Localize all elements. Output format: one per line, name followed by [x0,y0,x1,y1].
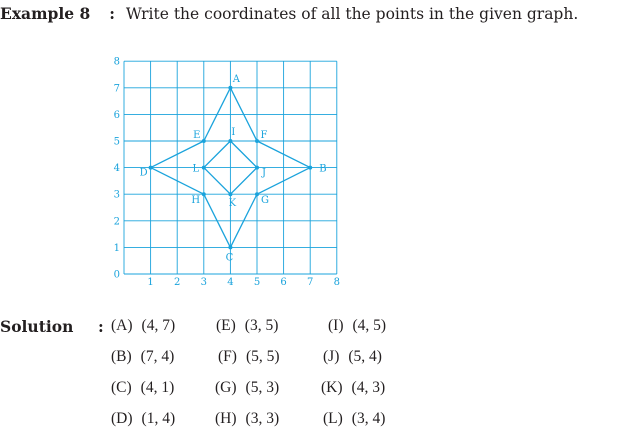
answer-item: (C) (4, 1) [111,379,175,396]
answer-item: (A) (4, 7) [111,317,176,334]
point-label: K [228,198,237,210]
answer-item: (B) (7, 4) [111,348,175,365]
point-marker [202,139,206,143]
point-label: L [192,163,200,175]
y-tick-label: 8 [113,56,120,68]
point-label: F [260,130,268,141]
answer-item: (E) (3, 5) [216,317,279,334]
shape-segment [204,141,231,168]
example-colon: : [109,4,115,23]
x-tick-label: 4 [227,277,234,288]
point-label: J [261,167,267,179]
answer-item: (K) (4, 3) [321,379,386,396]
point-label: I [231,127,236,138]
point-label: H [191,195,201,207]
x-tick-label: 3 [200,277,207,288]
point-marker [255,166,259,170]
point-label: A [232,73,241,85]
answer-item: (J) (5, 4) [323,348,382,365]
x-tick-label: 5 [253,277,261,288]
point-marker [228,245,232,249]
point-label: G [261,195,269,207]
answer-item: (F) (5, 5) [218,348,280,365]
point-marker [228,192,232,196]
shape-segment [204,168,231,195]
answer-item: (L) (3, 4) [323,410,386,427]
y-tick-label: 6 [113,109,120,121]
y-tick-label: 7 [113,83,120,95]
x-tick-label: 6 [280,277,287,288]
answer-item: (G) (5, 3) [215,379,280,396]
point-marker [202,166,206,170]
point-marker [228,139,232,143]
y-tick-label: 1 [113,242,120,254]
y-tick-label: 2 [113,216,120,228]
y-tick-label: 0 [113,269,120,281]
answer-item: (I) (4, 5) [328,317,387,334]
example-label: Example 8 [0,4,91,23]
y-tick-label: 5 [113,136,120,148]
x-tick-label: 8 [333,277,340,288]
answer-item: (H) (3, 3) [215,410,280,427]
y-tick-label: 4 [113,163,120,175]
point-label: D [139,167,148,179]
point-marker [228,86,232,90]
shape-segment [230,168,257,195]
example-question: Write the coordinates of all the points in the given graph. [125,5,579,23]
point-marker [308,166,312,170]
x-tick-label: 1 [147,277,154,288]
answer-item: (D) (1, 4) [111,410,176,427]
point-marker [149,166,153,170]
point-marker [202,192,206,196]
point-label: E [193,130,201,141]
shape-segment [230,141,257,168]
x-tick-label: 7 [307,277,314,288]
point-label: C [225,252,234,264]
y-tick-label: 3 [113,189,120,201]
solution-colon: : [98,317,104,336]
point-label: B [319,163,327,175]
solution-label: Solution [0,317,74,336]
point-marker [255,192,259,196]
point-marker [255,139,259,143]
x-tick-label: 2 [174,277,181,288]
